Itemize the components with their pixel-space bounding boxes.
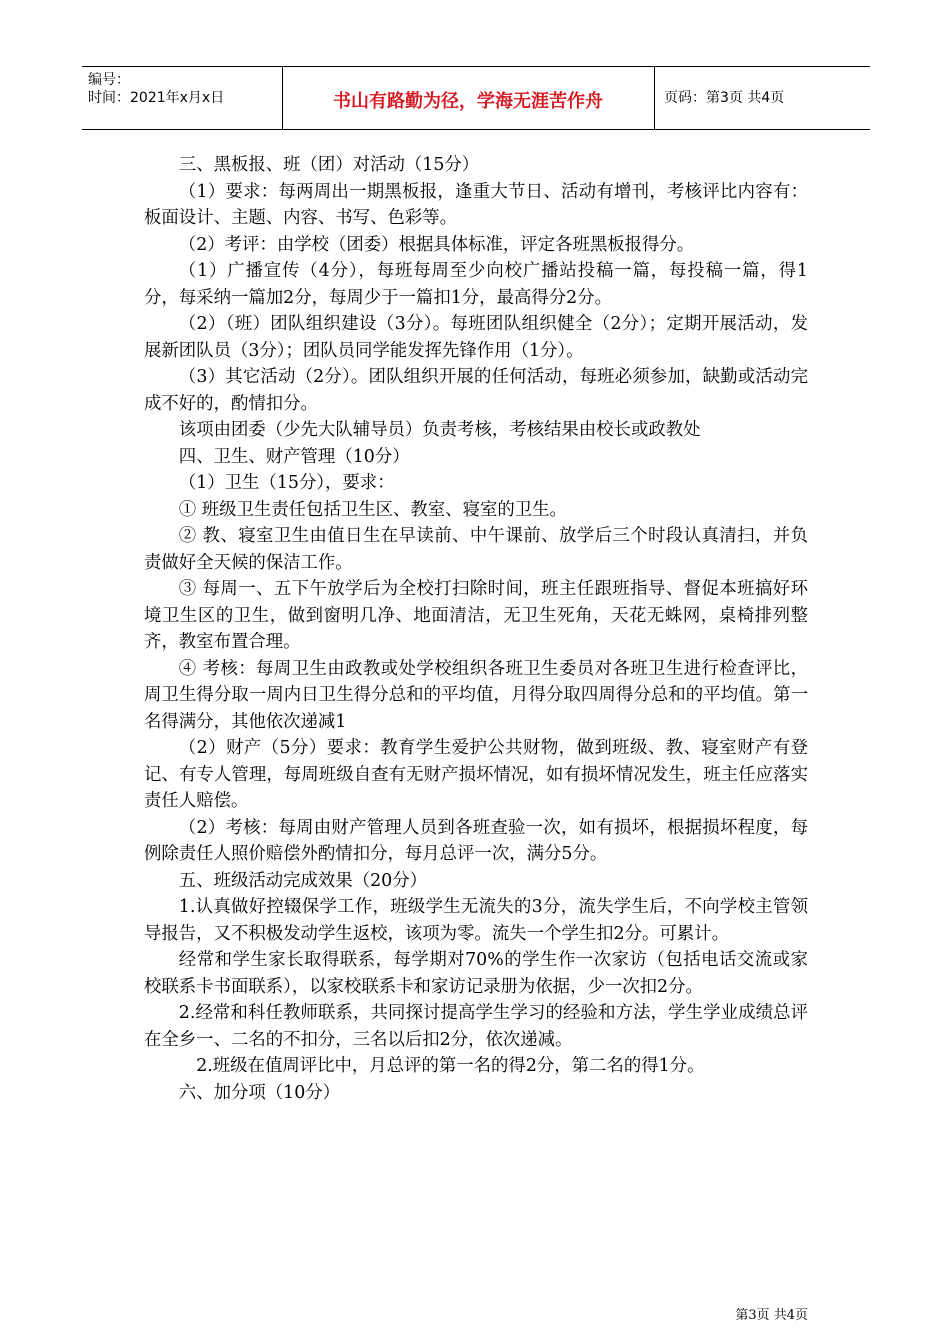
list-item: ③ 每周一、五下午放学后为全校打扫除时间，班主任跟班指导、督促本班搞好环境卫生区的卫生，做到窗明几净、地面清洁，无卫生死角，天花无蛛网，桌椅排列整齐，教室布置合理。 bbox=[144, 579, 808, 652]
page-footer: 第3页 共4页 bbox=[735, 1308, 808, 1323]
section-heading: 四、卫生、财产管理（10分） bbox=[178, 446, 410, 467]
list-item: ① 班级卫生责任包括卫生区、教室、寝室的卫生。 bbox=[178, 499, 567, 520]
paragraph: 2.经常和科任教师联系，共同探讨提高学生学习的经验和方法，学生学业成绩总评在全乡一、二名的不扣分，三名以后扣2分，依次递减。 bbox=[144, 1003, 808, 1050]
page-code: 页码：第3页 共4页 bbox=[664, 90, 785, 106]
paragraph: 经常和学生家长取得联系，每学期对70%的学生作一次家访（包括电话交流或家校联系卡书面联系），以家校联系卡和家访记录册为依据，少一次扣2分。 bbox=[144, 950, 808, 997]
list-item: ④ 考核：每周卫生由政教或处学校组织各班卫生委员对各班卫生进行检查评比，周卫生得分取一周内日卫生得分总和的平均值，月得分取四周得分总和的平均值。第一名得满分，其他依次递减1 bbox=[144, 658, 808, 732]
paragraph: （1）广播宣传（4分），每班每周至少向校广播站投稿一篇，每投稿一篇，得1分，每采纳一篇加2分，每周少于一篇扣1分，最高得分2分。 bbox=[144, 261, 808, 308]
paragraph: （2）（班）团队组织建设（3分）。每班团队组织健全（2分）；定期开展活动，发展新团队员（3分）；团队员同学能发挥先锋作用（1分）。 bbox=[144, 314, 808, 361]
date-label: 时间：2021年x月x日 bbox=[88, 90, 225, 106]
paragraph: （2）考核：每周由财产管理人员到各班查验一次，如有损坏，根据损坏程度，每例除责任人照价赔偿外酌情扣分，每月总评一次，满分5分。 bbox=[144, 817, 808, 864]
header-motto: 书山有路勤为径，学海无涯苦作舟 bbox=[333, 91, 603, 112]
paragraph: 该项由团委（少先大队辅导员）负责考核，考核结果由校长或政教处 bbox=[178, 420, 701, 440]
paragraph: （2）考评：由学校（团委）根据具体标准，评定各班黑板报得分。 bbox=[178, 234, 695, 255]
paragraph: （3）其它活动（2分）。团队组织开展的任何活动，每班必须参加，缺勤或活动完成不好的，酌情扣分。 bbox=[144, 367, 808, 414]
section-heading: 六、加分项（10分） bbox=[178, 1082, 341, 1103]
paragraph: （1）要求：每两周出一期黑板报，逢重大节日、活动有增刊，考核评比内容有：板面设计、主题、内容、书写、色彩等。 bbox=[144, 181, 808, 228]
serial-number-label: 编号： bbox=[88, 72, 130, 88]
document-body bbox=[144, 152, 808, 1106]
paragraph: （2）财产（5分）要求：教育学生爱护公共财物，做到班级、教、寝室财产有登记、有专人管理，每周班级自查有无财产损坏情况，如有损坏情况发生，班主任应落实责任人赔偿。 bbox=[144, 738, 808, 811]
paragraph: 2.班级在值周评比中，月总评的第一名的得2分，第二名的得1分。 bbox=[196, 1056, 705, 1076]
list-item: ② 教、寝室卫生由值日生在早读前、中午课前、放学后三个时段认真清扫，并负责做好全天候的保洁工作。 bbox=[144, 526, 808, 573]
section-heading: 三、黑板报、班（团）对活动（15分） bbox=[178, 155, 480, 175]
paragraph: 1.认真做好控辍保学工作，班级学生无流失的3分，流失学生后，不向学校主管领导报告，又不积极发动学生返校，该项为零。流失一个学生扣2分。可累计。 bbox=[144, 897, 808, 944]
page-header bbox=[82, 66, 870, 130]
header-divider bbox=[654, 67, 655, 129]
section-heading: 五、班级活动完成效果（20分） bbox=[178, 870, 428, 891]
paragraph: （1）卫生（15分），要求： bbox=[178, 473, 395, 493]
